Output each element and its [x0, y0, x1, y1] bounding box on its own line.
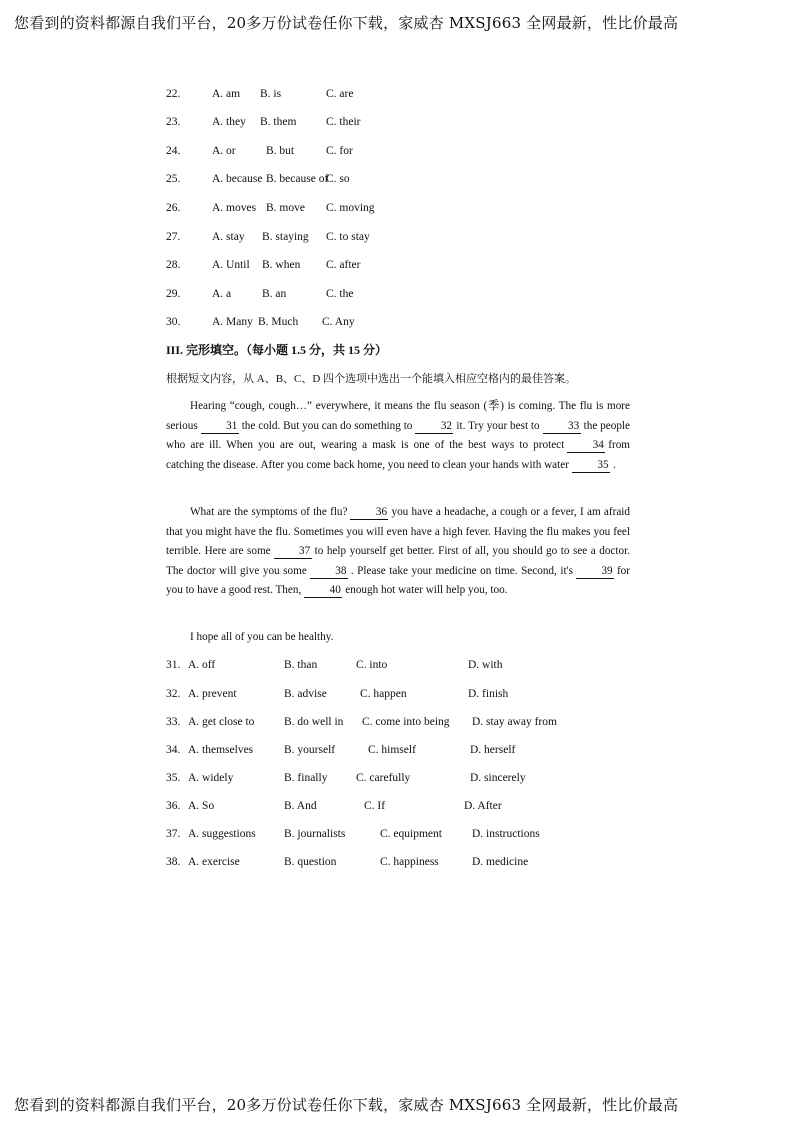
list-item [166, 171, 350, 187]
passage-text: it. Try your best to [456, 419, 540, 432]
list-item [166, 314, 355, 330]
option-c: C. carefully [356, 772, 411, 784]
option-a: A. moves [212, 202, 257, 214]
option-b: B. an [262, 288, 287, 300]
list-item [166, 742, 515, 758]
passage-text: you have a headache, a cough or a fever, I am afraid that you might have the flu. Sometimes you will even have a high fever. Having the flu makes you feel terrible. Here are some [166, 506, 630, 558]
item-number: 24. [166, 145, 181, 157]
list-item [166, 200, 375, 216]
option-c: C. so [326, 173, 350, 185]
section-heading: III. 完形填空。（每小题 1.5 分，共 15 分） [166, 343, 388, 357]
passage-text: to help yourself get better. First of all, you should go to see a doctor. The doctor will give you some [166, 545, 630, 577]
blank-38: 38 [310, 565, 348, 579]
item-number: 36. [166, 800, 181, 812]
list-item [166, 770, 526, 786]
blank-33: 33 [543, 420, 581, 434]
item-number: 26. [166, 202, 181, 214]
list-item [166, 714, 557, 730]
option-a: A. they [212, 116, 246, 128]
option-c: C. moving [326, 202, 375, 214]
passage-text: What are the symptoms of the flu? [190, 506, 348, 518]
option-b: B. journalists [284, 828, 346, 840]
passage-paragraph-3 [166, 628, 630, 648]
header-banner: 您看到的资料都源自我们平台，20多万份试卷任你下载，家威杏 MXSJ663 全网最新，性比价最高 [14, 14, 679, 32]
option-b: B. move [266, 202, 305, 214]
list-item [166, 854, 528, 870]
blank-36: 36 [350, 506, 388, 520]
passage-text: . [612, 458, 616, 471]
option-c: C. himself [368, 744, 416, 756]
option-a: A. stay [212, 231, 245, 243]
option-c: C. for [326, 145, 353, 157]
option-a: A. get close to [188, 716, 255, 728]
option-d: D. instructions [472, 828, 540, 840]
option-c: C. equipment [380, 828, 442, 840]
option-a: A. am [212, 88, 241, 100]
list-item [166, 257, 360, 273]
option-b: B. is [260, 88, 282, 100]
passage-text: I hope all of you can be healthy. [190, 631, 334, 643]
option-a: A. widely [188, 772, 234, 784]
list-item [166, 826, 540, 842]
option-b: B. staying [262, 231, 309, 243]
passage-paragraph-1 [166, 397, 630, 475]
option-d: D. herself [470, 744, 516, 756]
list-item [166, 686, 508, 702]
option-b: B. And [284, 800, 317, 812]
option-b: B. when [262, 259, 301, 271]
option-c: C. happen [360, 688, 407, 700]
option-a: A. off [188, 659, 216, 671]
option-c: C. after [326, 259, 361, 271]
item-number: 30. [166, 316, 181, 328]
item-number: 34. [166, 744, 181, 756]
option-d: D. finish [468, 688, 509, 700]
option-a: A. exercise [188, 856, 240, 868]
passage-text: Hearing “cough, cough…” everywhere, it means the flu season (季) is coming. The flu is more serious [166, 400, 630, 432]
item-number: 25. [166, 173, 181, 185]
item-number: 38. [166, 856, 181, 868]
option-d: D. sincerely [470, 772, 526, 784]
passage-text: enough hot water will help you, too. [345, 584, 508, 597]
passage-text: the people who are ill. When you are out, wearing a mask is one of the best ways to protect [166, 419, 630, 452]
passage-text: the cold. But you can do something to [241, 419, 413, 432]
option-b: B. them [260, 116, 297, 128]
blank-35: 35 [572, 459, 610, 473]
option-a: A. a [212, 288, 232, 300]
item-number: 37. [166, 828, 181, 840]
list-item [166, 86, 353, 102]
option-c: C. their [326, 116, 361, 128]
footer-banner: 您看到的资料都源自我们平台，20多万份试卷任你下载，家威杏 MXSJ663 全网最新，性比价最高 [14, 1096, 679, 1114]
item-number: 33. [166, 716, 181, 728]
option-a: A. prevent [188, 688, 237, 700]
item-number: 32. [166, 688, 181, 700]
option-d: D. medicine [472, 856, 529, 868]
item-number: 29. [166, 288, 181, 300]
option-a: A. themselves [188, 744, 254, 756]
passage-text: . Please take your medicine on time. Second, it's [350, 564, 573, 577]
blank-37: 37 [274, 545, 312, 559]
list-item [166, 798, 502, 814]
option-d: D. After [464, 800, 502, 812]
option-b: B. finally [284, 772, 328, 784]
option-c: C. the [326, 288, 354, 300]
passage-paragraph-2 [166, 503, 630, 601]
option-a: A. because [212, 173, 263, 185]
list-item [166, 229, 370, 245]
option-a: A. or [212, 145, 236, 157]
passage-text: from catching the disease. After you come back home, you need to clean your hands with water [166, 439, 630, 471]
option-b: B. yourself [284, 744, 336, 756]
passage-text: for you to have a good rest. Then, [166, 564, 630, 597]
option-b: B. than [284, 659, 318, 671]
option-c: C. come into being [362, 716, 450, 728]
list-item [166, 114, 361, 130]
list-item [166, 143, 353, 159]
option-b: B. advise [284, 688, 327, 700]
option-c: C. happiness [380, 856, 439, 868]
option-b: B. Much [258, 316, 299, 328]
option-c: C. to stay [326, 231, 370, 243]
option-a: A. Until [212, 259, 250, 271]
blank-39: 39 [576, 565, 614, 579]
item-number: 28. [166, 259, 181, 271]
list-item [166, 286, 353, 302]
blank-34: 34 [567, 439, 605, 453]
option-b: B. do well in [284, 716, 344, 728]
option-a: A. suggestions [188, 828, 256, 840]
option-b: B. but [266, 145, 295, 157]
section-instruction: 根据短文内容，从 A、B、C、D 四个选项中选出一个能填入相应空格内的最佳答案。 [166, 373, 577, 385]
blank-40: 40 [304, 584, 342, 598]
option-b: B. question [284, 856, 337, 868]
option-a: A. Many [212, 316, 253, 328]
option-d: D. with [468, 659, 503, 671]
option-d: D. stay away from [472, 716, 557, 728]
option-b: B. because of [266, 173, 329, 185]
blank-31: 31 [201, 420, 239, 434]
item-number: 31. [166, 659, 181, 671]
blank-32: 32 [415, 420, 453, 434]
option-c: C. into [356, 659, 388, 671]
option-a: A. So [188, 800, 215, 812]
list-item [166, 657, 503, 673]
item-number: 22. [166, 88, 181, 100]
item-number: 27. [166, 231, 181, 243]
item-number: 23. [166, 116, 181, 128]
option-c: C. are [326, 88, 354, 100]
option-c: C. Any [322, 316, 355, 328]
option-c: C. If [364, 800, 386, 812]
item-number: 35. [166, 772, 181, 784]
